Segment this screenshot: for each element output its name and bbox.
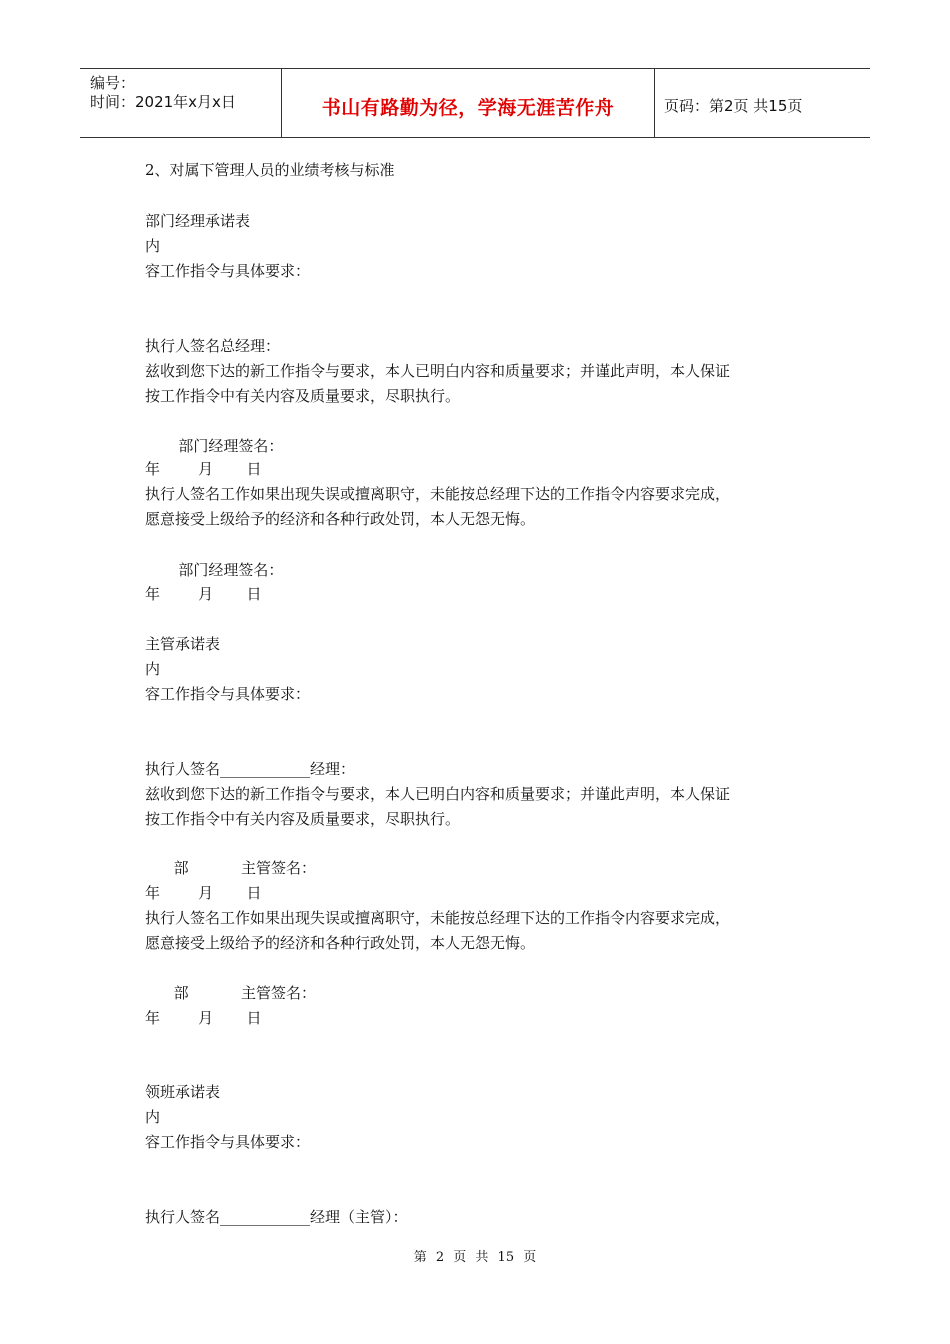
date-line: 年 月 日 bbox=[145, 585, 262, 603]
body-line: 执行人签名____________经理（主管）： bbox=[145, 1208, 408, 1226]
motto-text: 书山有路勤为径，学海无涯苦作舟 bbox=[321, 97, 615, 119]
header-meta-cell bbox=[80, 69, 282, 137]
header-page-cell bbox=[655, 69, 870, 137]
date-line: 年 月 日 bbox=[145, 460, 262, 478]
body-line: 按工作指令中有关内容及质量要求，尽职执行。 bbox=[145, 387, 461, 405]
body-line: 执行人签名总经理： bbox=[145, 337, 281, 355]
date-line: 年 月 日 bbox=[145, 1009, 262, 1027]
signature-line: 部门经理签名： bbox=[145, 437, 284, 455]
signature-line: 部 主管签名： bbox=[145, 859, 317, 877]
form-title-dept-manager: 部门经理承诺表 bbox=[145, 212, 251, 230]
body-line: 执行人签名____________经理： bbox=[145, 760, 356, 778]
body-line: 内 bbox=[145, 660, 161, 678]
signature-line: 部 主管签名： bbox=[145, 984, 317, 1002]
document-header bbox=[80, 68, 870, 138]
date-line: 年 月 日 bbox=[145, 884, 262, 902]
number-label: 编号： bbox=[90, 74, 136, 92]
body-line: 容工作指令与具体要求： bbox=[145, 1133, 311, 1151]
body-line: 愿意接受上级给予的经济和各种行政处罚，本人无怨无悔。 bbox=[145, 510, 536, 528]
body-line: 执行人签名工作如果出现失误或擅离职守，未能按总经理下达的工作指令内容要求完成， bbox=[145, 909, 731, 927]
body-line: 执行人签名工作如果出现失误或擅离职守，未能按总经理下达的工作指令内容要求完成， bbox=[145, 485, 731, 503]
form-title-supervisor: 主管承诺表 bbox=[145, 635, 221, 653]
body-line: 容工作指令与具体要求： bbox=[145, 685, 311, 703]
signature-line: 部门经理签名： bbox=[145, 561, 284, 579]
body-line: 兹收到您下达的新工作指令与要求，本人已明白内容和质量要求；并谨此声明，本人保证 bbox=[145, 362, 731, 380]
page-footer: 第 2 页 共 15 页 bbox=[413, 1250, 537, 1265]
body-line: 容工作指令与具体要求： bbox=[145, 262, 311, 280]
body-line: 愿意接受上级给予的经济和各种行政处罚，本人无怨无悔。 bbox=[145, 934, 536, 952]
section-heading: 2、对属下管理人员的业绩考核与标准 bbox=[145, 161, 395, 179]
body-line: 兹收到您下达的新工作指令与要求，本人已明白内容和质量要求；并谨此声明，本人保证 bbox=[145, 785, 731, 803]
body-line: 内 bbox=[145, 1108, 161, 1126]
header-motto-cell bbox=[282, 69, 655, 137]
body-line: 内 bbox=[145, 237, 161, 255]
page-info: 页码：第2页 共15页 bbox=[664, 97, 803, 115]
form-title-team-leader: 领班承诺表 bbox=[145, 1083, 221, 1101]
body-line: 按工作指令中有关内容及质量要求，尽职执行。 bbox=[145, 810, 461, 828]
time-label: 时间：2021年x月x日 bbox=[90, 93, 236, 111]
